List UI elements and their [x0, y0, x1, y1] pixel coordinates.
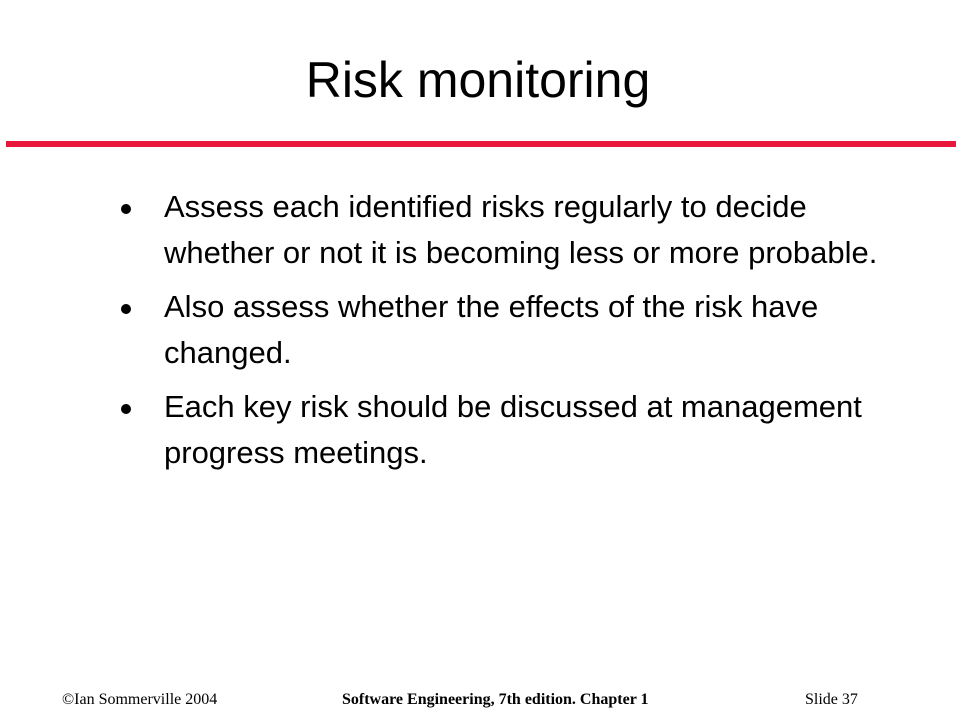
footer-slide-number: Slide 37: [805, 691, 858, 708]
footer-book-title: Software Engineering, 7th edition. Chapter 1: [342, 691, 649, 708]
bullet-text: Each key risk should be discussed at management progress meetings.: [164, 389, 862, 470]
slide-title: Risk monitoring: [305, 52, 651, 108]
bullet-text: Assess each identified risks regularly to decide whether or not it is becoming less or more probable.: [164, 189, 878, 270]
bullet-item: [0, 284, 956, 376]
bullet-dot-icon: [121, 304, 131, 314]
bullet-item: [0, 184, 956, 276]
bullet-text: Also assess whether the effects of the risk have changed.: [164, 289, 819, 370]
bullet-list: [0, 184, 956, 484]
title-divider: [6, 141, 956, 147]
bullet-item: [0, 384, 956, 476]
bullet-dot-icon: [121, 204, 131, 214]
footer-copyright: ©Ian Sommerville 2004: [62, 691, 218, 708]
bullet-dot-icon: [121, 404, 131, 414]
